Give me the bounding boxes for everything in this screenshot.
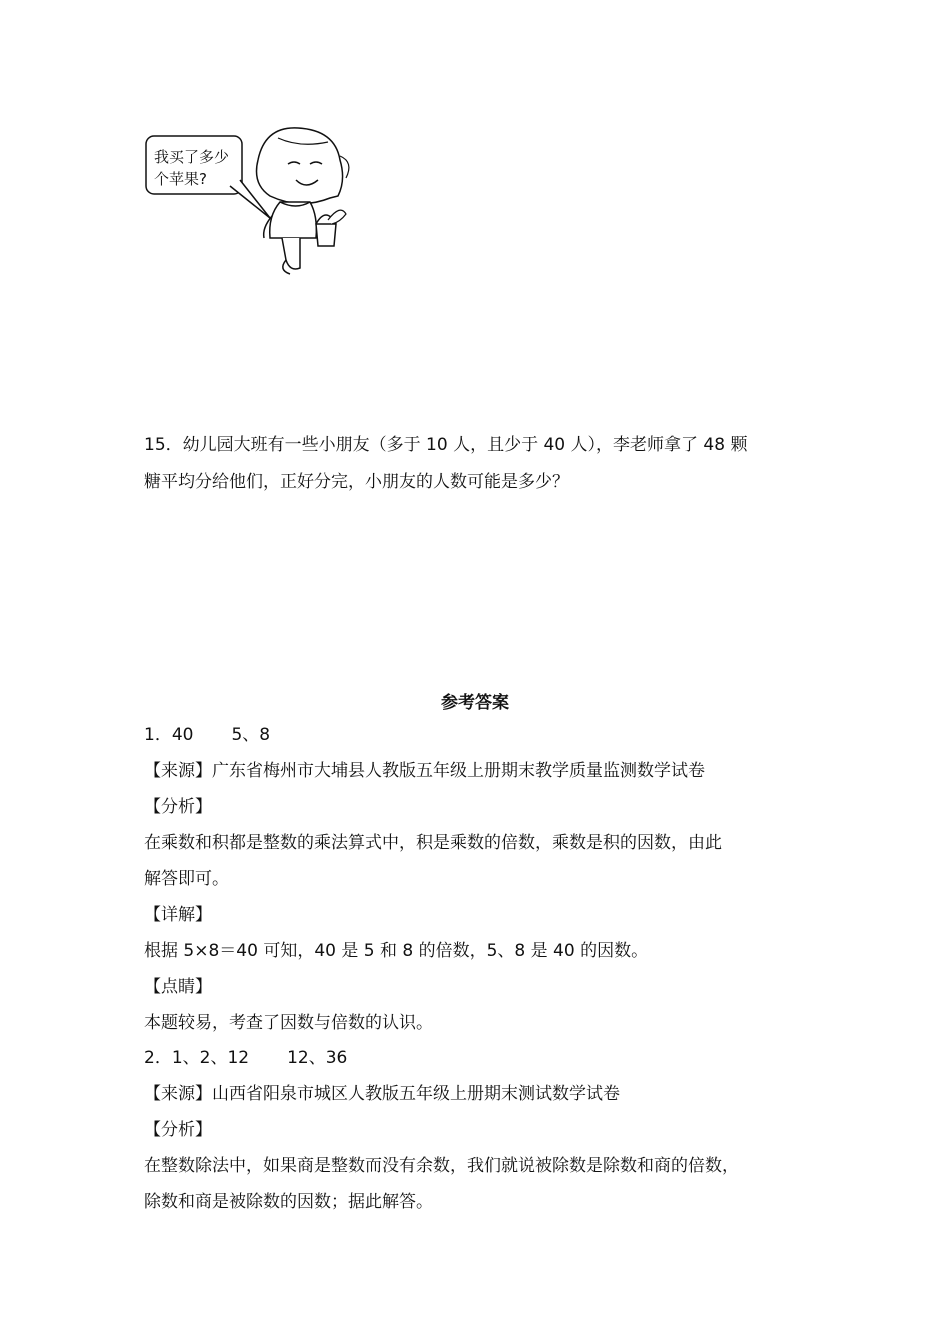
answer-1-line: [144, 724, 270, 746]
answers-title: 参考答案: [441, 693, 509, 713]
answer-1-detail: 根据 5×8＝40 可知，40 是 5 和 8 的倍数，5、8 是 40 的因数。: [144, 941, 649, 961]
answer-2-source: 【来源】山西省阳泉市城区人教版五年级上册期末测试数学试卷: [144, 1084, 620, 1104]
answer-1-analysis-line1: 在乘数和积都是整数的乘法算式中，积是乘数的倍数，乘数是积的因数，由此: [144, 833, 722, 853]
answer-1-analysis-label: 【分析】: [144, 797, 212, 817]
bubble-text-line1: 我买了多少: [154, 148, 230, 166]
answer-2-analysis-line2: 除数和商是被除数的因数；据此解答。: [144, 1192, 433, 1212]
girl-illustration: [140, 120, 380, 280]
answer-2-line: [144, 1047, 347, 1069]
answer-2-number: 2．1、2、12: [144, 1048, 250, 1068]
answer-1-source: 【来源】广东省梅州市大埔县人教版五年级上册期末教学质量监测数学试卷: [144, 761, 705, 781]
answer-1-comment: 本题较易，考查了因数与倍数的认识。: [144, 1013, 433, 1033]
answer-2-analysis-line1: 在整数除法中，如果商是整数而没有余数，我们就说被除数是除数和商的倍数，: [144, 1156, 739, 1176]
answer-1-number: 1．40: [144, 725, 194, 745]
answer-2-second: 12、36: [287, 1048, 348, 1068]
answer-2-analysis-label: 【分析】: [144, 1120, 212, 1140]
question-15-line1: 15．幼儿园大班有一些小朋友（多于 10 人，且少于 40 人），李老师拿了 48 颗: [144, 435, 748, 455]
answer-1-detail-label: 【详解】: [144, 905, 212, 925]
answer-1-second: 5、8: [231, 725, 271, 745]
question-15-line2: 糖平均分给他们，正好分完，小朋友的人数可能是多少？: [144, 472, 569, 492]
answer-1-analysis-line2: 解答即可。: [144, 869, 229, 889]
answer-1-comment-label: 【点睛】: [144, 977, 212, 997]
bubble-text-line2: 个苹果?: [154, 170, 207, 188]
